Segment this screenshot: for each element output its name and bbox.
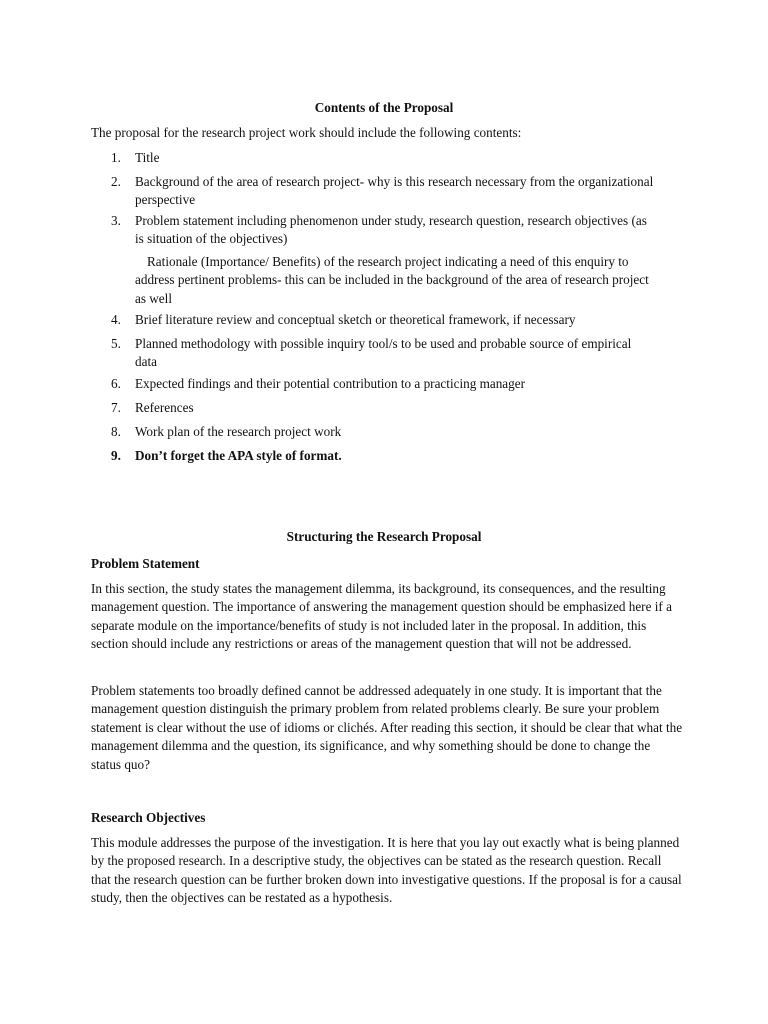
list-item-number: 3. — [111, 213, 121, 228]
contents-title: Contents of the Proposal — [314, 100, 454, 115]
list-item-text: References — [135, 400, 194, 415]
list-item-number: 9. — [111, 448, 121, 463]
structuring-title: Structuring the Research Proposal — [286, 529, 482, 544]
list-item-number: 4. — [111, 312, 121, 327]
list-item-text: Don’t forget the APA style of format. — [135, 448, 342, 463]
list-item-text: Planned methodology with possible inquiry tool/s to be used and probable source of empirical data — [135, 336, 632, 370]
list-item — [91, 447, 655, 471]
contents-list-a — [91, 149, 691, 249]
rationale-text: Rationale (Importance/ Benefits) of the research project indicating a need of this enquiry to address pertinent problems- this can be included in the background of the area of research project as well — [135, 254, 649, 306]
list-item-text: Title — [135, 150, 160, 165]
list-item-number: 2. — [111, 174, 121, 189]
problem-statement-heading: Problem Statement — [91, 556, 200, 571]
list-item-text: Background of the area of research project- why is this research necessary from the organizational perspective — [135, 174, 654, 208]
list-item-number: 1. — [111, 150, 121, 165]
list-item — [91, 423, 655, 447]
problem-statement-paragraph-2: Problem statements too broadly defined cannot be addressed adequately in one study. It is important that the management question distinguish the primary problem from related problems clearly. Be sure your problem statement is clear without the use of idioms or clichés. After reading this section, it should be clear that what the management dilemma and the question, its significance, and why something should be done to change the status quo? — [91, 683, 683, 772]
list-item-number: 7. — [111, 400, 121, 415]
list-item — [91, 375, 655, 399]
list-item-text: Work plan of the research project work — [135, 424, 342, 439]
research-objectives-heading: Research Objectives — [91, 810, 206, 825]
list-item — [91, 149, 655, 173]
list-item-text: Expected findings and their potential contribution to a practicing manager — [135, 376, 526, 391]
list-item — [91, 335, 655, 375]
list-item — [91, 173, 655, 212]
list-item — [91, 311, 655, 335]
contents-list-b — [91, 311, 691, 471]
list-item — [91, 212, 655, 249]
list-item — [91, 399, 655, 423]
contents-intro: The proposal for the research project work should include the following contents: — [91, 125, 522, 140]
list-item-number: 8. — [111, 424, 121, 439]
problem-statement-paragraph-1: In this section, the study states the management dilemma, its background, its consequences, and the resulting management question. The importance of answering the management question should be emphasized here if a separate module on the importance/benefits of study is not included later in the proposal. In addition, this section should include any restrictions or areas of the management question that will not be addressed. — [91, 581, 672, 652]
list-item-text: Brief literature review and conceptual sketch or theoretical framework, if necessary — [135, 312, 576, 327]
list-item-text: Problem statement including phenomenon under study, research question, research objectives (as is situation of the objectives) — [135, 213, 647, 247]
research-objectives-paragraph: This module addresses the purpose of the investigation. It is here that you lay out exactly what is being planned by the proposed research. In a descriptive study, the objectives can be stated as the research question. Recall that the research question can be further broken down into investigative questions. If the proposal is for a causal study, then the objectives can be restated as a hypothesis. — [91, 835, 682, 906]
rationale-paragraph — [135, 253, 655, 308]
list-item-number: 5. — [111, 336, 121, 351]
list-item-number: 6. — [111, 376, 121, 391]
